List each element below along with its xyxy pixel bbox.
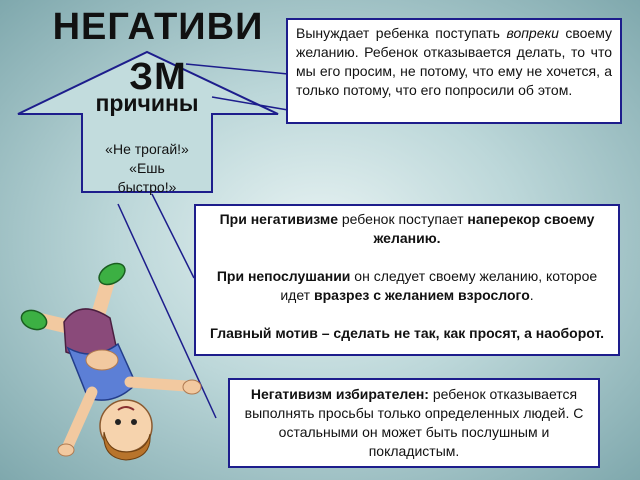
selectivity-box <box>228 378 600 468</box>
causes-example-line: быстро!» <box>117 179 177 195</box>
selectivity-text: ребенок отказывается выполнять просьбы только определенных людей. С остальными он может быть послушным и покладистым. <box>244 386 584 459</box>
phrase-contrary-adult: вразрез с желанием взрослого <box>313 287 530 303</box>
comparison-text: ребенок поступает <box>338 211 468 227</box>
causes-example-line: «Ешь <box>129 160 165 176</box>
comparison-text: . <box>529 287 534 303</box>
page-title: НЕГАТИВИЗМ <box>52 6 264 98</box>
selectivity-term: Негативизм избирателен: <box>250 386 429 402</box>
comparison-box <box>194 204 620 356</box>
phrase-against-will: наперекор своему желанию. <box>373 211 595 246</box>
definition-text-end: своему желанию. Ребенок отказывается делать, то что мы его просим, не потому, что ему не хочется, а только потому, что его попросили об этом. <box>296 25 612 98</box>
main-motive-text: Главный мотив – сделать не так, как просят, а наоборот. <box>209 325 605 341</box>
causes-example-line: «Не трогай!» <box>105 141 189 157</box>
comparison-disobedience <box>204 267 610 305</box>
causes-examples <box>85 140 209 197</box>
definition-box <box>286 18 622 124</box>
main-motive <box>204 324 610 343</box>
child-handstand-illustration <box>14 262 214 478</box>
definition-emphasis: вопреки <box>506 25 559 41</box>
term-negativism: При негативизме <box>219 211 338 227</box>
causes-label: причины <box>95 90 199 116</box>
definition-text-start: Вынуждает ребенка поступать <box>296 25 507 41</box>
comparison-negativism <box>204 210 610 248</box>
term-disobedience: При непослушании <box>216 268 351 284</box>
comparison-text: он следует своему желанию, которое идет <box>280 268 598 303</box>
